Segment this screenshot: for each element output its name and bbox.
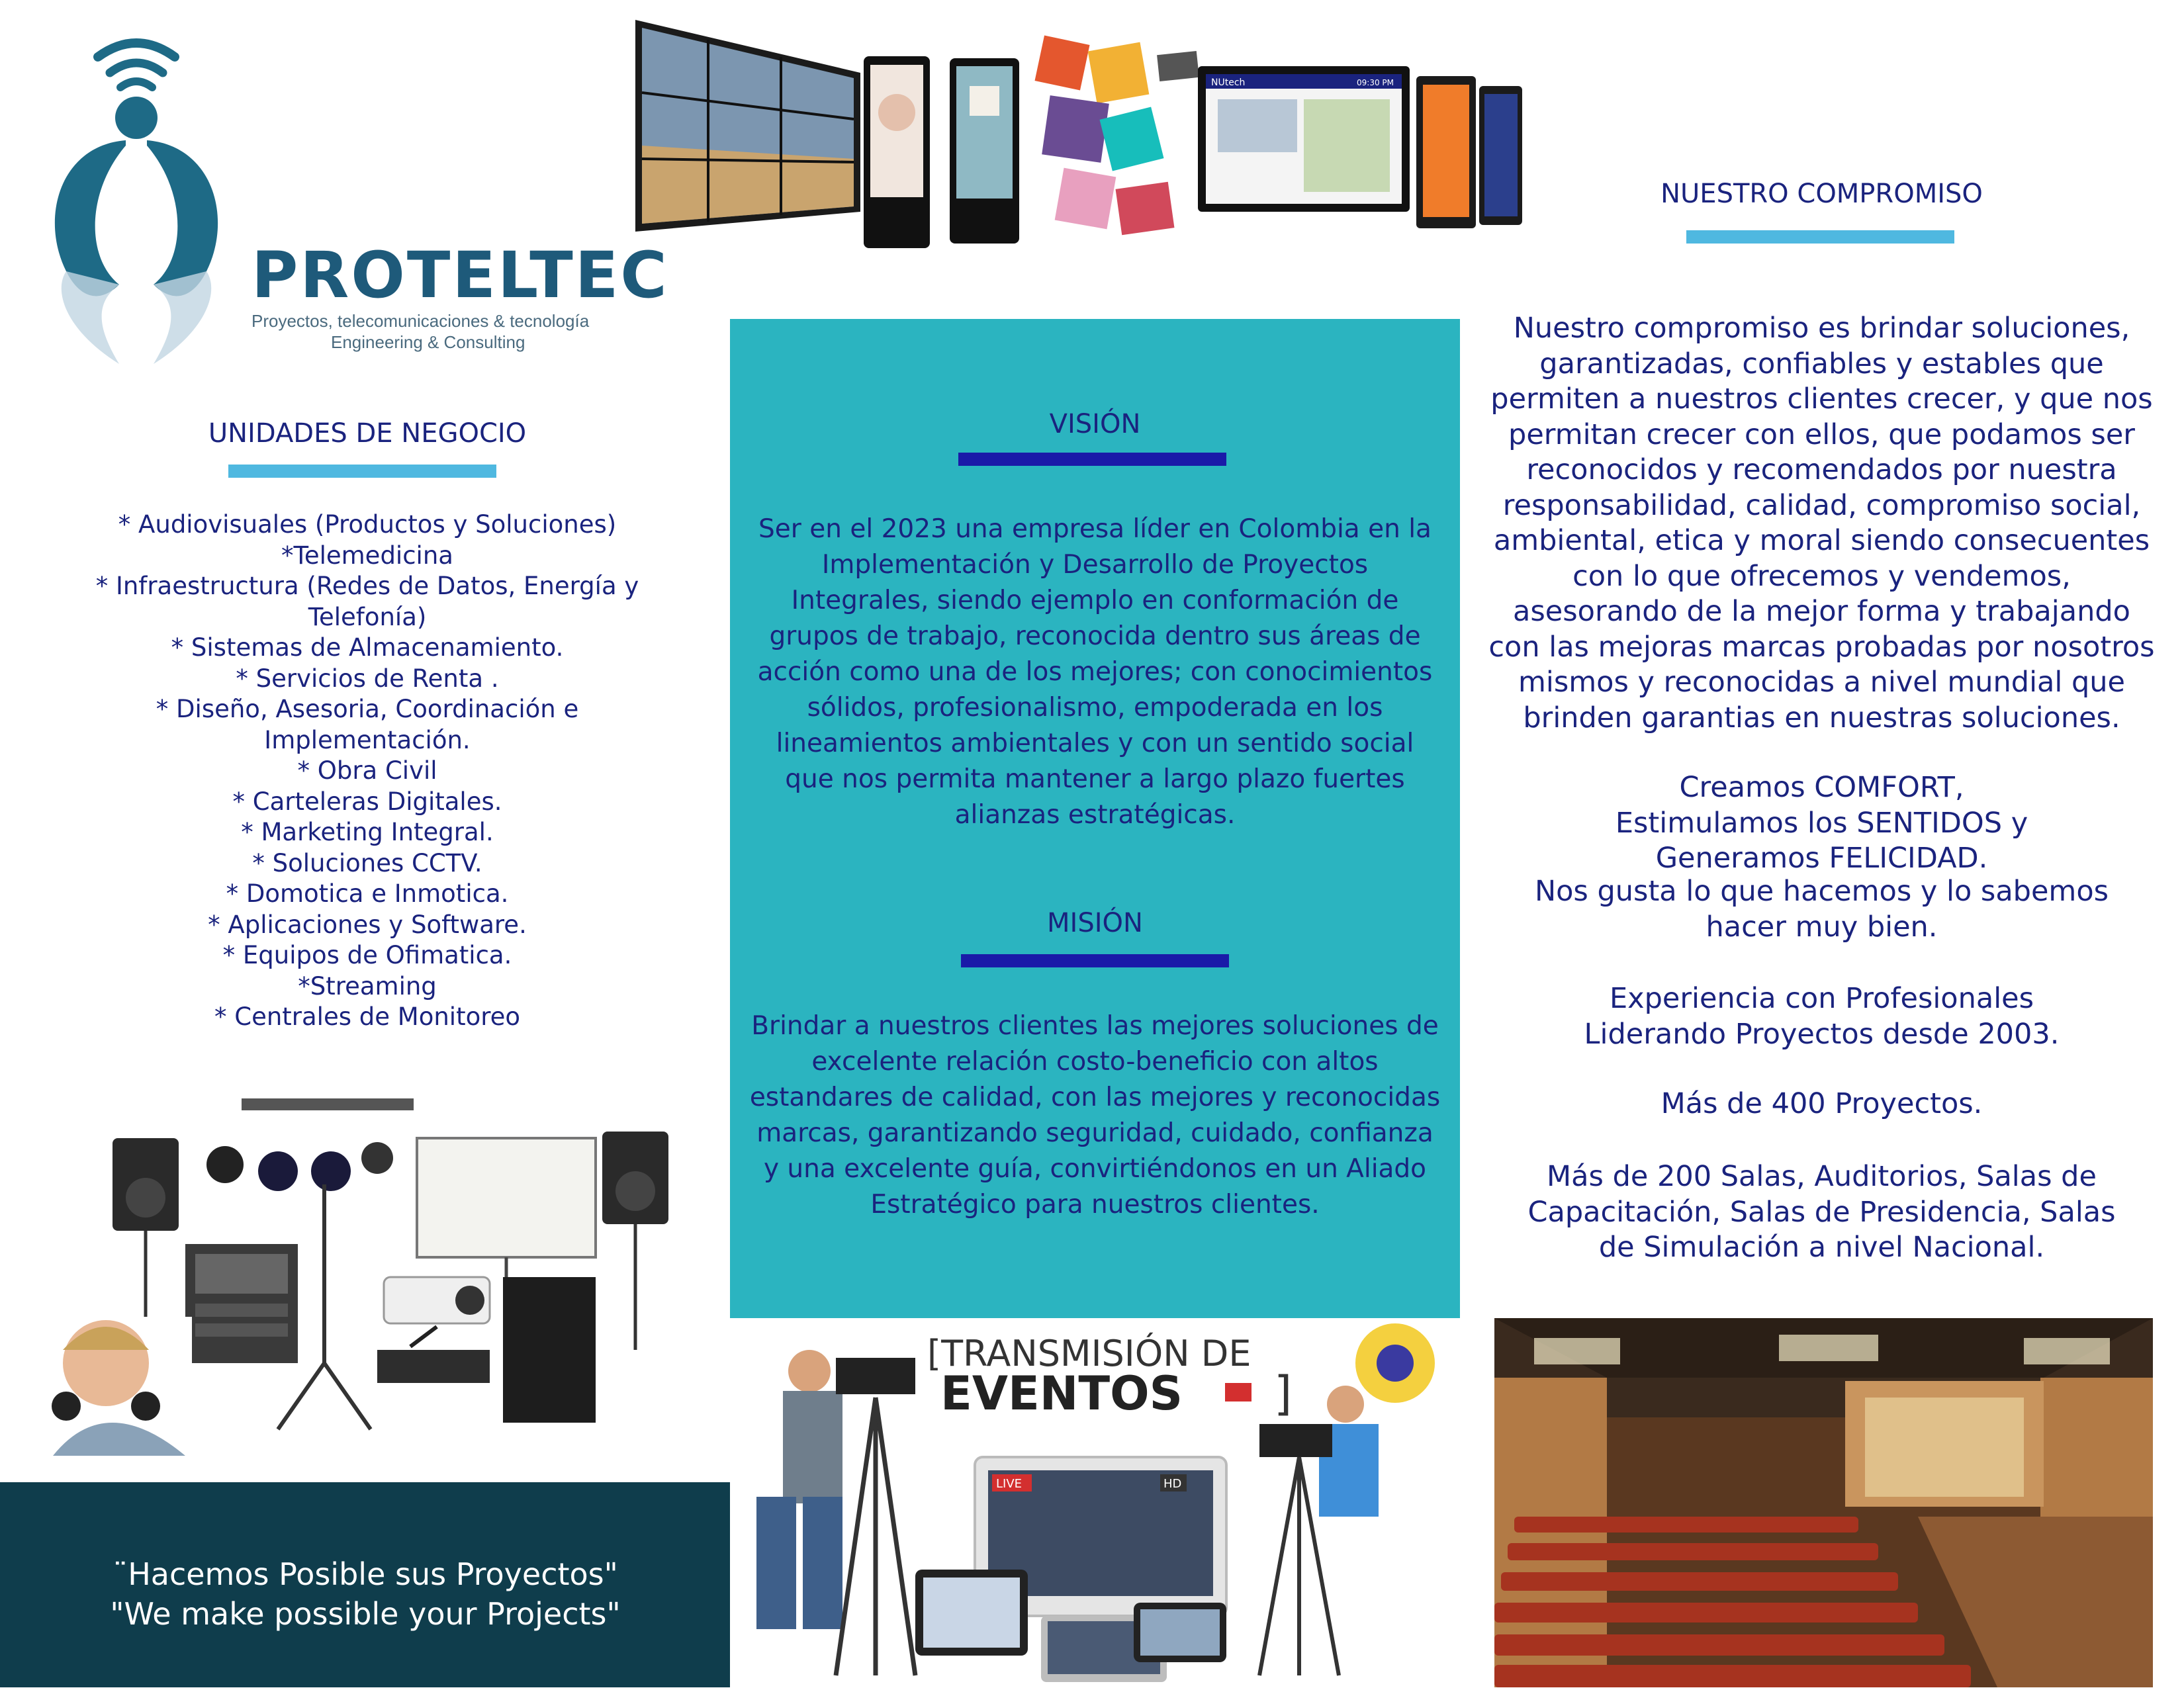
brand-subtagline: Engineering & Consulting (331, 332, 525, 352)
list-item: * Servicios de Renta . (236, 664, 499, 693)
stage-light-icon (361, 1142, 393, 1174)
commitment-paragraph-5: Más de 400 Proyectos. (1661, 1087, 1983, 1120)
list-item: *Streaming (298, 971, 437, 1001)
svg-text:]: ] (1274, 1366, 1293, 1421)
commitment-paragraph-2: Creamos COMFORT, Estimulamos los SENTIDOS y Generamos FELICIDAD. (1615, 771, 2028, 875)
list-item: * Audiovisuales (Productos y Soluciones) (118, 510, 617, 539)
commitment-paragraph-1: Nuestro compromiso es brindar soluciones, garantizadas, confiables y estables que permiten a nuestros clientes crecer, y que nos permitan crecer con ellos, que podamos ser reconocidos y recomendados por nuestra responsabilidad, calidad, compromiso social, ambiental, etica y moral siendo consecuentes con lo que ofrecemos y vendemos, asesorando de la mejor forma y trabajando con las mejoras marcas probadas por nosotros mismos y reconocidas a nivel mundial que brinden garantias en nuestras soluciones. (1488, 312, 2155, 734)
video-camera-icon (1225, 1383, 1251, 1401)
proteltec-logo (26, 20, 669, 377)
digital-signage-image (635, 13, 1522, 258)
commitment-paragraph-4: Experiencia con Profesionales Liderando Proyectos desde 2003. (1584, 982, 2060, 1051)
list-item: * Equipos de Ofimatica. (222, 941, 512, 969)
event-streaming-image (730, 1318, 1460, 1687)
list-item: Implementación. (264, 725, 471, 754)
list-item: * Marketing Integral. (241, 818, 494, 846)
svg-text:HD: HD (1163, 1477, 1182, 1491)
cameraman-icon (788, 1350, 831, 1392)
units-title: UNIDADES DE NEGOCIO (208, 418, 527, 449)
stage-light-icon (311, 1151, 351, 1191)
commitment-paragraph-3: Nos gusta lo que hacemos y lo sabemos hacer muy bien. (1534, 875, 2109, 944)
projection-screen-icon (417, 1138, 596, 1257)
auditorium-image (1494, 1318, 2153, 1687)
vision-title: VISIÓN (1049, 409, 1141, 439)
video-camera-icon (1259, 1424, 1332, 1457)
list-item: * Centrales de Monitoreo (214, 1002, 521, 1031)
mission-title-underline (961, 954, 1229, 967)
list-item: * Domotica e Inmotica. (226, 879, 509, 908)
svg-text:LIVE: LIVE (996, 1477, 1023, 1491)
vision-text: Ser en el 2023 una empresa líder en Colombia en la Implementación y Desarrollo de Proyectos Integrales, siendo ejemplo en conformación de grupos de trabajo, reconocida dentro sus áreas de acción como una de los mejores; con conocimientos sólidos, profesionalismo, empoderada en los lineamientos ambientales y con un sentido social que nos permita mantener a largo plazo fuertes alianzas estratégicas. (757, 514, 1433, 830)
commitment-title: NUESTRO COMPROMISO (1661, 179, 1983, 209)
subwoofer-icon (503, 1277, 596, 1423)
video-camera-icon (836, 1358, 915, 1394)
list-item: * Diseño, Asesoria, Coordinación e (156, 695, 579, 723)
wireless-mic-receiver-icon (377, 1350, 490, 1383)
mission-title: MISIÓN (1047, 908, 1143, 938)
stage-light-icon (258, 1151, 298, 1191)
cameraman-icon (1327, 1386, 1364, 1423)
list-item: * Soluciones CCTV. (252, 848, 482, 877)
list-item: * Obra Civil (297, 756, 437, 785)
commitment-title-underline (1686, 230, 1954, 244)
list-item: Telefonía) (308, 602, 427, 631)
svg-text:09:30 PM: 09:30 PM (1357, 78, 1394, 87)
svg-text:NUtech: NUtech (1211, 77, 1246, 88)
list-item: * Carteleras Digitales. (232, 787, 502, 816)
mission-text: Brindar a nuestros clientes las mejores soluciones de excelente relación costo-beneficio con altos estandares de calidad, con las mejores y reconocidas marcas, garantizando seguridad, cuidado, confianza y una excelente guía, convirtiéndonos en un Aliado Estratégico para nuestros clientes. (749, 1011, 1441, 1220)
list-item: * Infraestructura (Redes de Datos, Energía y (95, 572, 639, 600)
brand-tagline: Proyectos, telecomunicaciones & tecnología (251, 311, 590, 331)
slogan-spanish: ¨Hacemos Posible sus Proyectos" (113, 1556, 618, 1592)
vision-title-underline (958, 453, 1226, 466)
art-collage-icon (1034, 35, 1199, 235)
angel-antenna-icon (26, 20, 251, 377)
commitment-paragraph-6: Más de 200 Salas, Auditorios, Salas de Capacitación, Salas de Presidencia, Salas de Simulación a nivel Nacional. (1527, 1160, 2116, 1264)
headphones-icon (52, 1392, 81, 1421)
units-title-underline (228, 465, 496, 478)
business-units-list (79, 510, 655, 1033)
audiovisual-equipment-image (26, 1085, 675, 1456)
slogan-english: "We make possible your Projects" (110, 1596, 621, 1632)
brand-name: PROTELTEC (251, 238, 669, 312)
slogan-box (0, 1482, 731, 1687)
events-title-line1: [TRANSMISIÓN DE (927, 1333, 1251, 1374)
list-item: * Aplicaciones y Software. (208, 910, 527, 939)
stage-light-icon (206, 1146, 244, 1183)
list-item: * Sistemas de Almacenamiento. (171, 633, 564, 662)
events-title-line2: EVENTOS (940, 1366, 1183, 1421)
list-item: *Telemedicina (281, 541, 453, 570)
